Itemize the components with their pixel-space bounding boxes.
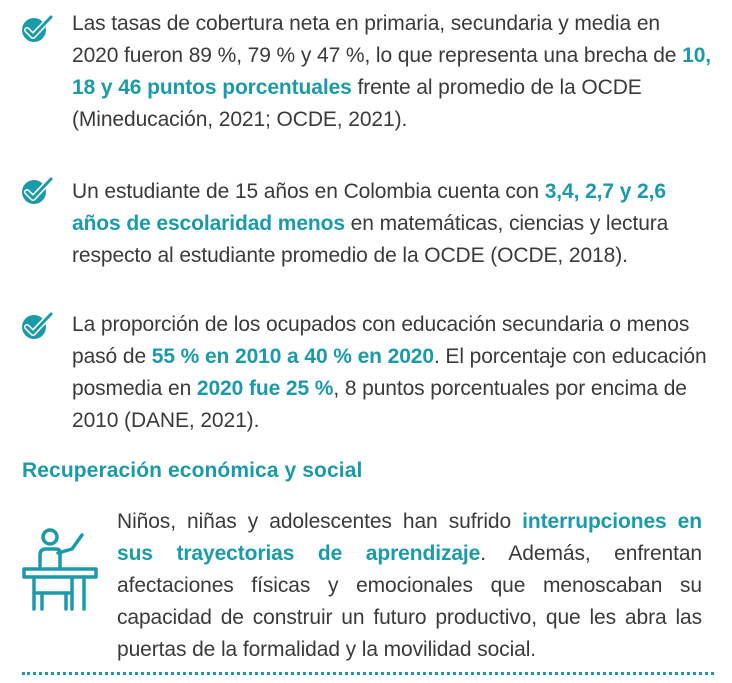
bullet-2-highlight: 3,4, 2,7 y 2,6 años de escolaridad menos [72, 180, 666, 235]
student-at-desk-icon [22, 523, 98, 611]
bullet-2-text-end: en matemáticas, ciencias y lectura respecto al estudiante promedio de la OCDE (OCDE, 2018). [72, 212, 669, 267]
bullet-text-3 [72, 309, 712, 437]
bullet-3-highlight: 55 % en 2010 a 40 % en 2020 [151, 345, 434, 368]
section-title: Recuperación económica y social [22, 459, 363, 482]
bullet-2-text: Un estudiante de 15 años en Colombia cuenta con [72, 180, 545, 203]
checkmark-icon [20, 14, 54, 44]
bullet-3-text-end: , 8 puntos porcentuales por encima de 2010 (DANE, 2021). [72, 377, 687, 432]
bullet-1-text: Las tasas de cobertura neta en primaria, secundaria y media en 2020 fueron 89 %, 79 % y 47 %, lo que representa una brecha de [72, 12, 683, 67]
section-body [117, 506, 702, 666]
dotted-divider [22, 672, 714, 675]
bullet-1-highlight: 10, 18 y 46 puntos porcentuales [72, 44, 712, 99]
bullet-3-text: La proporción de los ocupados con educación secundaria o menos pasó de [72, 313, 690, 368]
bullet-text-2 [72, 176, 712, 272]
section-body-text-end: . Además, enfrentan afectaciones físicas y emocionales que menoscaban su capacidad de construir un futuro productivo, que les abra las puertas de la formalidad y la movilidad social. [117, 542, 702, 661]
bullet-3-highlight-2: 2020 fue 25 % [196, 377, 334, 400]
bullet-text-1 [72, 8, 712, 136]
section-body-text: Niños, niñas y adolescentes han sufrido [117, 510, 523, 533]
bullet-3-text-middle: . El porcentaje con educación posmedia en [72, 345, 707, 400]
checkmark-icon [20, 176, 54, 206]
section-body-highlight: interrupciones en sus trayectorias de aprendizaje [117, 510, 702, 565]
checkmark-icon [20, 311, 54, 341]
bullet-1-text-end: frente al promedio de la OCDE (Mineducación, 2021; OCDE, 2021). [72, 76, 642, 131]
